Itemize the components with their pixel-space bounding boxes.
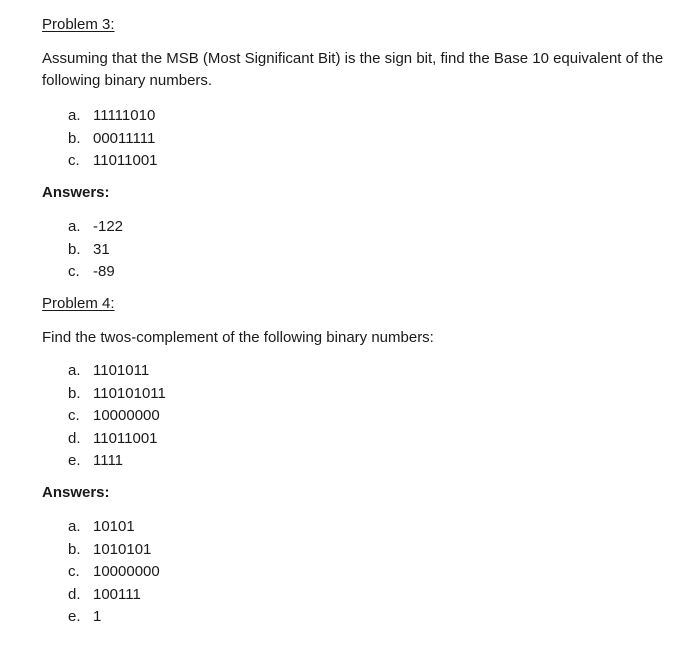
list-item bbox=[68, 561, 160, 584]
list-item bbox=[68, 216, 123, 239]
binary-value: 11011001 bbox=[93, 429, 158, 447]
problem-3-heading: Problem 3: bbox=[42, 16, 115, 33]
problem-4-heading: Problem 4: bbox=[42, 295, 115, 312]
problem-4-question-list bbox=[68, 360, 166, 473]
problem-3-prompt: Assuming that the MSB (Most Significant Bit) is the sign bit, find the Base 10 equivalent of the following binary numbers. bbox=[42, 50, 664, 89]
list-marker: b. bbox=[68, 240, 81, 258]
list-item bbox=[68, 360, 166, 383]
list-item bbox=[68, 105, 158, 128]
answer-value: 1 bbox=[93, 608, 102, 625]
list-marker: e. bbox=[68, 452, 81, 469]
list-marker: c. bbox=[68, 407, 80, 424]
answer-value: 10101 bbox=[93, 518, 135, 535]
list-marker: d. bbox=[68, 585, 81, 603]
list-marker: e. bbox=[68, 608, 81, 625]
problem-3-question-list bbox=[68, 105, 158, 173]
binary-value: 110101011 bbox=[93, 384, 166, 402]
problem-4-answers-label: Answers: bbox=[42, 484, 110, 501]
list-marker: d. bbox=[68, 429, 81, 447]
list-item bbox=[68, 516, 160, 539]
problem-4-answer-list bbox=[68, 516, 160, 629]
list-marker: b. bbox=[68, 129, 81, 147]
list-item bbox=[68, 150, 158, 173]
list-item bbox=[68, 539, 160, 562]
answer-value: 100111 bbox=[93, 585, 141, 603]
list-marker: c. bbox=[68, 263, 80, 280]
list-item bbox=[68, 239, 123, 262]
list-item bbox=[68, 428, 166, 451]
problem-4-prompt: Find the twos-complement of the following binary numbers: bbox=[42, 329, 434, 346]
list-marker: a. bbox=[68, 218, 81, 235]
list-marker: a. bbox=[68, 107, 81, 124]
list-marker: a. bbox=[68, 362, 81, 379]
answer-value: 10000000 bbox=[93, 563, 160, 580]
list-item bbox=[68, 584, 160, 607]
answer-value: 31 bbox=[93, 240, 110, 258]
list-item bbox=[68, 405, 166, 428]
answer-value: -122 bbox=[93, 218, 124, 235]
list-marker: b. bbox=[68, 540, 81, 558]
list-marker: b. bbox=[68, 384, 81, 402]
problem-3-answer-list bbox=[68, 216, 123, 284]
list-item bbox=[68, 450, 166, 473]
answer-value: -89 bbox=[93, 263, 115, 280]
binary-value: 11011001 bbox=[93, 152, 158, 169]
binary-value: 11111010 bbox=[93, 107, 156, 124]
list-marker: a. bbox=[68, 518, 81, 535]
list-marker: c. bbox=[68, 563, 80, 580]
list-item bbox=[68, 261, 123, 284]
binary-value: 1111 bbox=[93, 452, 124, 469]
answer-value: 1010101 bbox=[93, 540, 152, 558]
problem-3-answers-label: Answers: bbox=[42, 184, 110, 201]
binary-value: 1101011 bbox=[93, 362, 150, 379]
list-item bbox=[68, 383, 166, 406]
binary-value: 00011111 bbox=[93, 129, 156, 147]
binary-value: 10000000 bbox=[93, 407, 160, 424]
list-marker: c. bbox=[68, 152, 80, 169]
list-item bbox=[68, 606, 160, 629]
list-item bbox=[68, 128, 158, 151]
